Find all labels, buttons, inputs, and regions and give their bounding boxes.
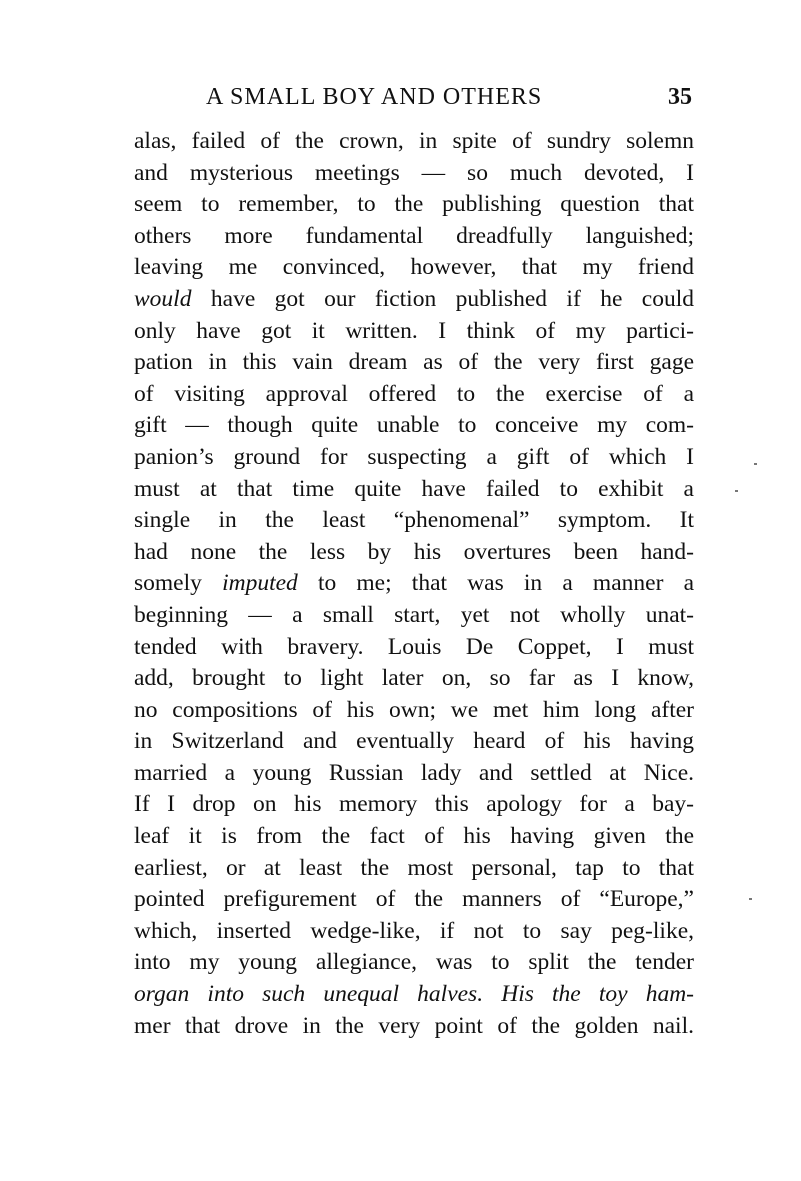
text-line: If I drop on his memory this apology for a bay- [134,791,694,818]
text-line: somely imputed to me; that was in a manner a [134,570,694,597]
text-line: pointed prefigurement of the manners of “Europe,” [134,886,694,913]
page-number: 35 [668,84,692,110]
text-line: earliest, or at least the most personal, tap to that [134,854,694,881]
text-line: in Switzerland and eventually heard of his having [134,728,694,755]
text-line: panion’s ground for suspecting a gift of which I [134,443,694,470]
running-title: A SMALL BOY AND OTHERS [206,84,543,110]
text-line: tended with bravery. Louis De Coppet, I must [134,633,694,660]
text-line: which, inserted wedge-like, if not to say peg-like, [134,917,694,944]
running-header [134,80,694,114]
margin-speck [754,463,757,465]
text-line: must at that time quite have failed to exhibit a [134,475,694,502]
text-line: married a young Russian lady and settled at Nice. [134,759,694,786]
text-line: no compositions of his own; we met him long after [134,696,694,723]
text-line: single in the least “phenomenal” symptom. It [134,507,694,534]
text-line: organ into such unequal halves. His the toy ham- [134,981,694,1008]
text-line: alas, failed of the crown, in spite of sundry solemn [134,128,694,154]
text-line: of visiting approval offered to the exercise of a [134,380,694,407]
text-line: and mysterious meetings — so much devoted, I [134,159,694,186]
text-line: beginning — a small start, yet not wholly unat- [134,601,694,628]
text-line: gift — though quite unable to conceive my com- [134,412,694,439]
text-line: others more fundamental dreadfully languished; [134,222,694,249]
margin-speck [749,898,752,900]
text-line: would have got our fiction published if he could [134,285,694,312]
text-line: only have got it written. I think of my partici- [134,317,694,344]
text-line: had none the less by his overtures been hand- [134,538,694,565]
text-line: pation in this vain dream as of the very first gage [134,349,694,376]
body-text [134,126,694,1042]
text-line: mer that drove in the very point of the golden nail. [134,1012,694,1039]
text-line: leaving me convinced, however, that my friend [134,254,694,281]
text-line: add, brought to light later on, so far as I know, [134,665,694,692]
margin-speck [735,490,738,492]
text-line: leaf it is from the fact of his having given the [134,823,694,850]
text-line: into my young allegiance, was to split the tender [134,949,694,976]
text-line: seem to remember, to the publishing question that [134,191,694,218]
